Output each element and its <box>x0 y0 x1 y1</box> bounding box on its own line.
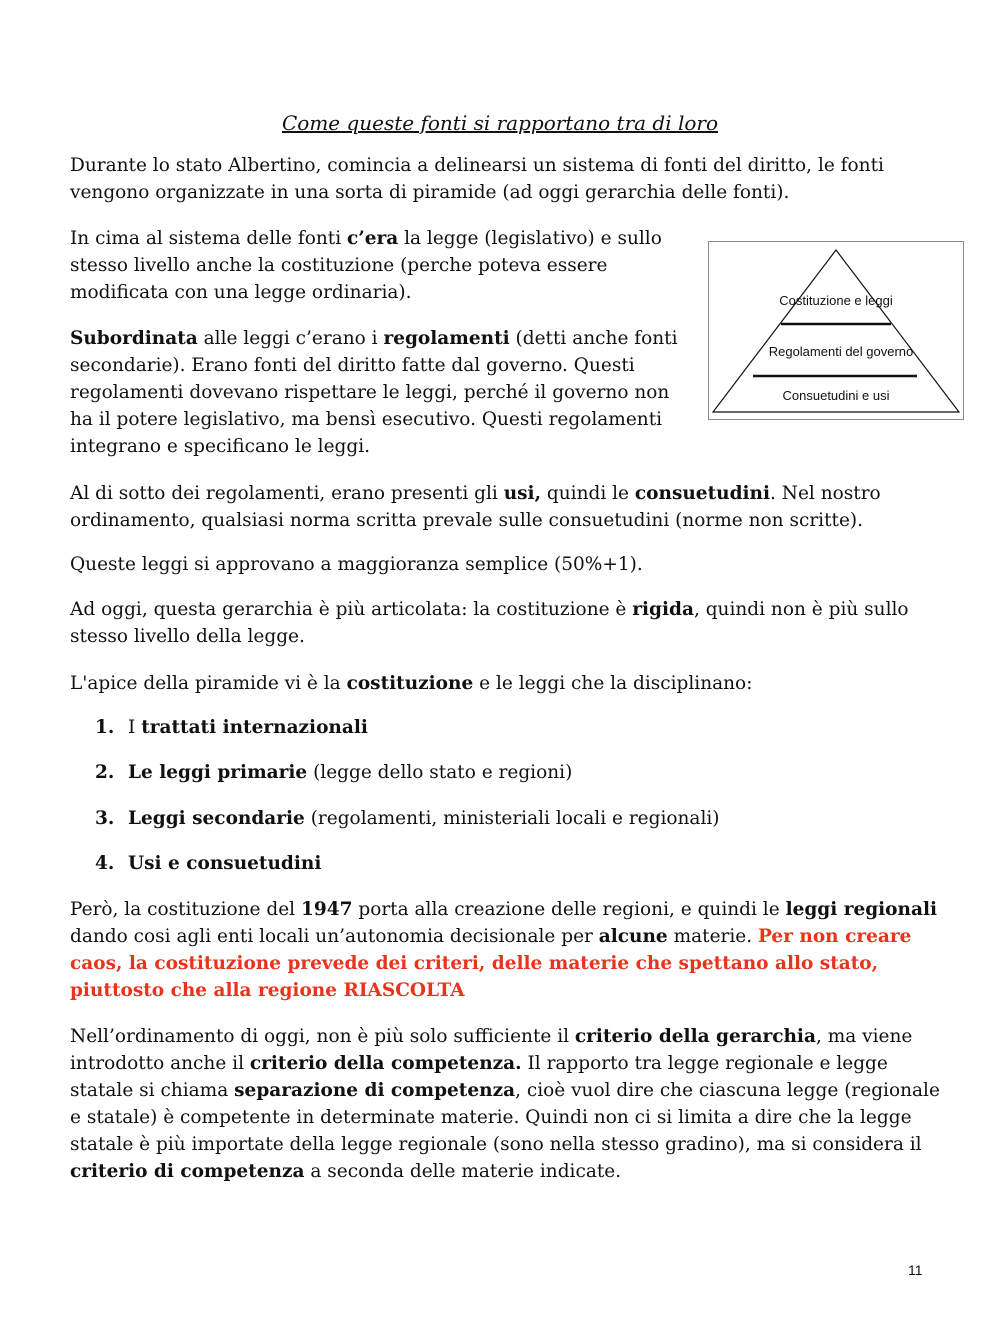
highlight-red-note: Per non creare caos, la costituzione prevede dei criteri, delle materie che spettano allo stato, piuttosto che alla regione RIASCOLTA <box>70 926 912 1001</box>
paragraph-legge: In cima al sistema delle fonti c’era la legge (legislativo) e sullo stesso livello anche la costituzione (perche poteva essere modificata con una legge ordinaria). <box>70 228 662 303</box>
list-item: 2. Le leggi primarie (legge dello stato e regioni) <box>95 762 573 783</box>
pyramid-svg <box>709 242 963 419</box>
list-item: 3. Leggi secondarie (regolamenti, ministeriali locali e regionali) <box>95 808 720 829</box>
pyramid-diagram <box>708 241 964 420</box>
paragraph-competenza: Nell’ordinamento di oggi, non è più solo sufficiente il criterio della gerarchia, ma viene introdotto anche il criterio della competenza. Il rapporto tra legge regionale e legge statale si chiama separazione di competenza, cioè vuol dire che ciascuna legge (regionale e statale) è competente in determinate materie. Quindi non ci si limita a dire che la legge statale è più importate della legge regionale (sono nella stesso gradino), ma si considera il criterio di competenza a seconda delle materie indicate. <box>70 1026 940 1182</box>
pyramid-level-1-label: Costituzione e leggi <box>779 293 893 308</box>
list-item: 4. Usi e consuetudini <box>95 853 322 874</box>
paragraph-apice: L'apice della piramide vi è la costituzione e le leggi che la disciplinano: <box>70 673 753 694</box>
list-item: 1. I trattati internazionali <box>95 717 368 738</box>
paragraph-rigida: Ad oggi, questa gerarchia è più articolata: la costituzione è rigida, quindi non è più sullo stesso livello della legge. <box>70 599 909 647</box>
pyramid-level-2-label: Regolamenti del governo <box>768 344 914 359</box>
paragraph-regioni: Però, la costituzione del 1947 porta alla creazione delle regioni, e quindi le leggi regionali dando cosi agli enti locali un’autonomia decisionale per alcune materie. Per non creare caos, la costituzione prevede dei criteri, delle materie che spettano allo stato, piuttosto che alla regione RIASCOLTA <box>70 899 938 1001</box>
section-title: Come queste fonti si rapportano tra di loro <box>281 111 719 135</box>
paragraph-regolamenti: Subordinata alle leggi c’erano i regolamenti (detti anche fonti secondarie). Erano fonti del diritto fatte dal governo. Questi regolamenti dovevano rispettare le leggi, perché il governo non ha il potere legislativo, ma bensì esecutivo. Questi regolamenti integrano e specificano le leggi. <box>70 328 678 457</box>
page-number: 11 <box>908 1262 923 1278</box>
paragraph-consuetudini: Al di sotto dei regolamenti, erano presenti gli usi, quindi le consuetudini. Nel nostro ordinamento, qualsiasi norma scritta prevale sulle consuetudini (norme non scritte). <box>70 483 881 531</box>
paragraph-maggioranza: Queste leggi si approvano a maggioranza semplice (50%+1). <box>70 554 643 575</box>
paragraph-intro: Durante lo stato Albertino, comincia a delinearsi un sistema di fonti del diritto, le fonti vengono organizzate in una sorta di piramide (ad oggi gerarchia delle fonti). <box>70 155 884 203</box>
pyramid-level-3-label: Consuetudini e usi <box>782 388 890 403</box>
